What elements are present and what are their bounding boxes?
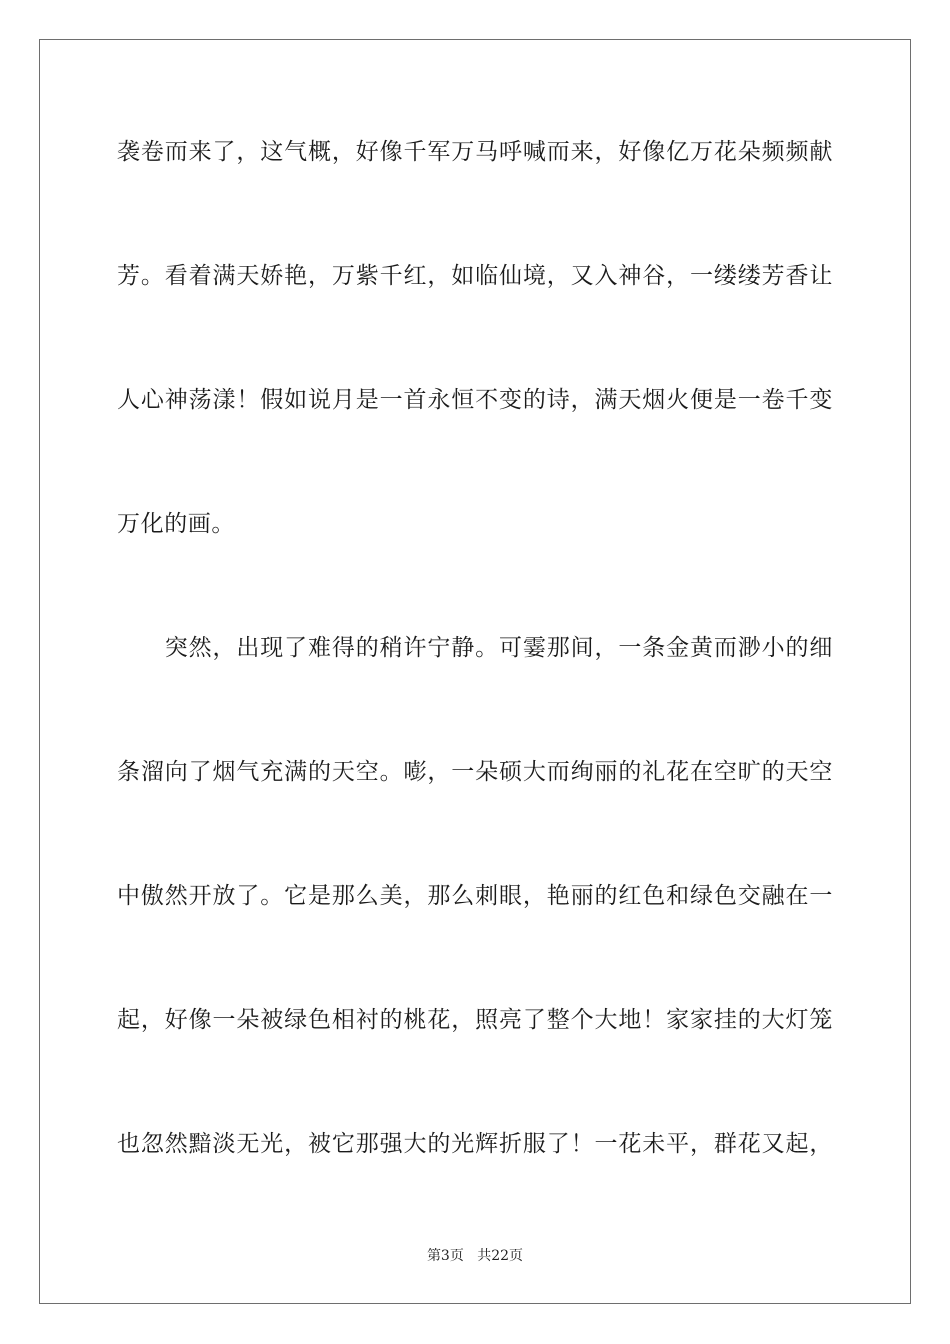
page-number: 第3页: [426, 1248, 464, 1264]
paragraph-line: 袭卷而来了，这气概，好像千军万马呼喊而来，好像亿万花朵频频献: [117, 139, 833, 165]
paragraph-line: 芳。看着满天娇艳，万紫千红，如临仙境，又入神谷，一缕缕芳香让: [117, 263, 833, 289]
paragraph-line: 万化的画。: [117, 511, 235, 537]
paragraph-line: 人心神荡漾！假如说月是一首永恒不变的诗，满天烟火便是一卷千变: [117, 387, 833, 413]
page-footer: [0, 1247, 950, 1265]
page-total: 共22页: [477, 1248, 524, 1264]
paragraph-line: 起，好像一朵被绿色相衬的桃花，照亮了整个大地！家家挂的大灯笼: [117, 1007, 833, 1033]
paragraph-line: 突然，出现了难得的稍许宁静。可霎那间，一条金黄而渺小的细: [117, 635, 833, 661]
paragraph-line: 条溜向了烟气充满的天空。嘭，一朵硕大而绚丽的礼花在空旷的天空: [117, 759, 833, 785]
paragraph-line: 中傲然开放了。它是那么美，那么刺眼，艳丽的红色和绿色交融在一: [117, 883, 833, 909]
page-border: [39, 39, 911, 1304]
paragraph-line: 也忽然黯淡无光，被它那强大的光辉折服了！一花未平，群花又起，: [117, 1131, 833, 1157]
